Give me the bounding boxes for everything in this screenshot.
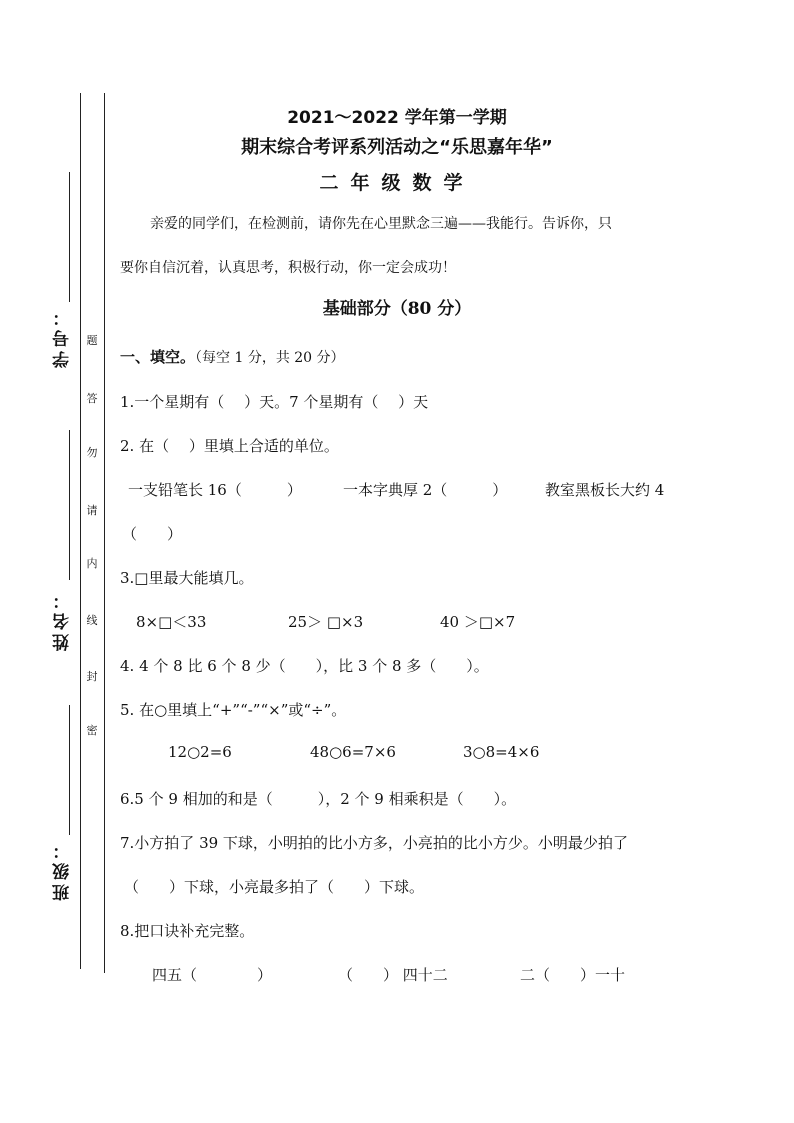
question-5-item: 12○2=6 [168, 743, 232, 761]
part1-heading [120, 346, 345, 367]
intro-line-2: 要你自信沉着，认真思考，积极行动，你一定会成功！ [120, 260, 456, 276]
seal-line-char: 勿 [86, 446, 98, 459]
intro-line-1: 亲爱的同学们，在检测前，请你先在心里默念三遍——我能行。告诉你，只 [150, 216, 612, 232]
question-2: 2. 在（ ）里填上合适的单位。 [120, 437, 339, 455]
seal-line-char: 密 [86, 724, 98, 737]
student-id-label: 学号： [53, 305, 73, 368]
seal-line-char: 封 [86, 670, 98, 683]
question-8-item: 四五（ ） [152, 966, 273, 984]
binding-line-inner [104, 93, 105, 973]
seal-line-char: 请 [86, 504, 98, 517]
question-3: 3.□里最大能填几。 [120, 569, 254, 587]
question-4: 4. 4 个 8 比 6 个 8 少（ ），比 3 个 8 多（ ）。 [120, 657, 489, 675]
question-2-item: 教室黑板长大约 4 [545, 481, 665, 499]
class-underline[interactable] [69, 705, 70, 835]
question-3-item: 25＞ □×3 [288, 613, 364, 631]
question-5: 5. 在○里填上“+”“-”“×”或“÷”。 [120, 701, 347, 719]
seal-line-char: 线 [86, 614, 98, 627]
question-6: 6.5 个 9 相加的和是（ ），2 个 9 相乘积是（ ）。 [120, 790, 517, 808]
exam-term-title: 2021～2022 学年第一学期 [287, 108, 507, 128]
part1-heading-note: （每空 1 分，共 20 分） [195, 350, 345, 366]
seal-line-char: 内 [86, 557, 98, 570]
question-8-item: 二（ ）一十 [520, 966, 626, 984]
binding-line-outer [80, 93, 81, 969]
question-5-item: 48○6=7×6 [310, 743, 396, 761]
question-8: 8.把口诀补充完整。 [120, 922, 255, 940]
question-1: 1.一个星期有（ ）天。7 个星期有（ ）天 [120, 393, 429, 411]
name-label: 姓名： [53, 588, 73, 651]
part1-heading-text: 一、填空。 [120, 348, 196, 366]
exam-subject-title: 二年级数学 [319, 172, 475, 194]
class-label: 班级： [53, 838, 73, 901]
name-underline[interactable] [69, 430, 70, 580]
question-8-item: （ ） 四十二 [338, 966, 448, 984]
question-5-item: 3○8=4×6 [463, 743, 540, 761]
exam-event-title: 期末综合考评系列活动之“乐思嘉年华” [241, 137, 553, 158]
seal-line-char: 答 [86, 392, 98, 405]
question-3-item: 40 ＞□×7 [440, 613, 516, 631]
question-7-line-1: 7.小方拍了 39 下球，小明拍的比小方多，小亮拍的比小方少。小明最少拍了 [120, 834, 628, 852]
section-title: 基础部分（80 分） [322, 299, 472, 319]
question-3-item: 8×□＜33 [136, 613, 207, 631]
seal-line-char: 题 [86, 334, 98, 347]
question-2-item: 一本字典厚 2（ ） [343, 481, 508, 499]
question-2-continuation: （ ） [122, 525, 183, 543]
question-2-item: 一支铅笔长 16（ ） [128, 481, 302, 499]
question-7-line-2: （ ）下球，小亮最多拍了（ ）下球。 [124, 878, 425, 896]
